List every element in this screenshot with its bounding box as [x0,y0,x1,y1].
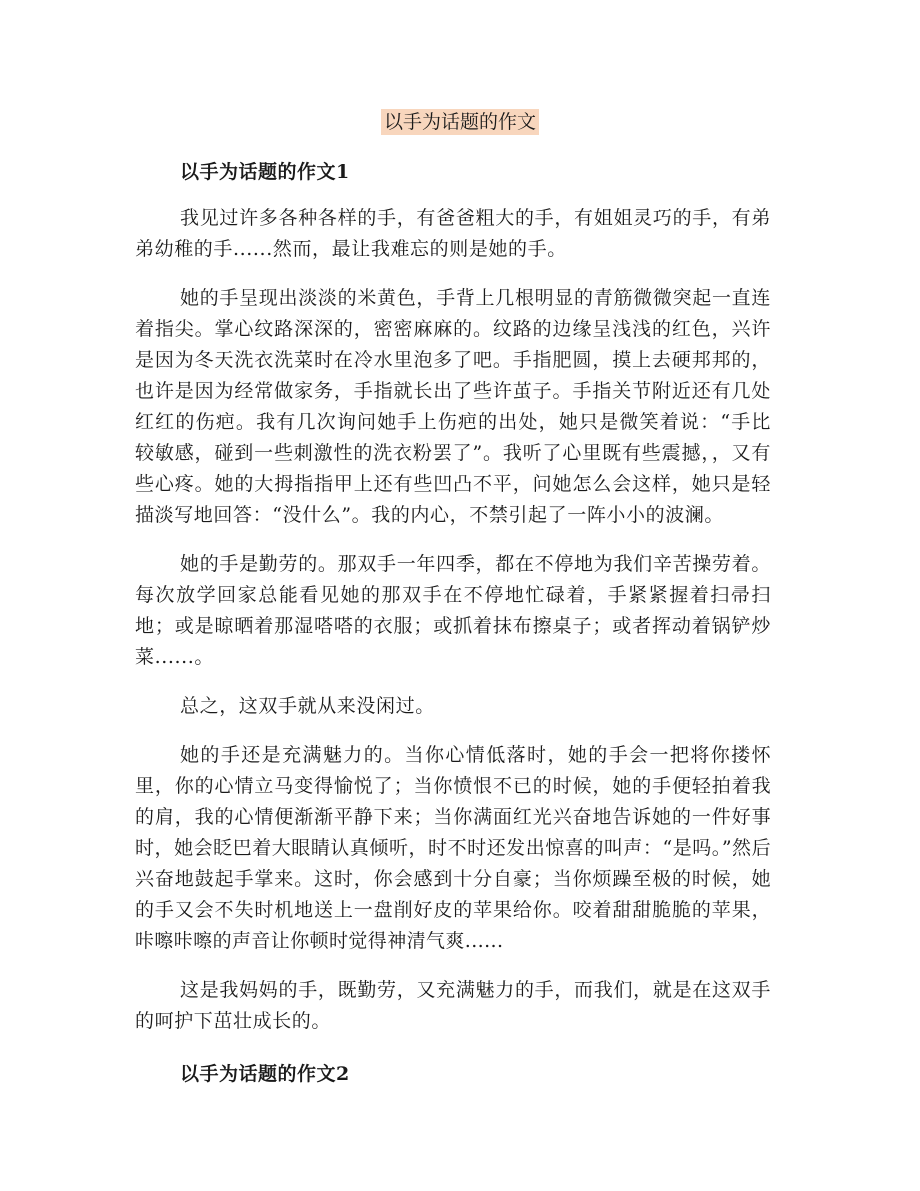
document-body [135,153,771,1105]
document-title [0,107,920,137]
paragraph: 总之，这双手就从来没闲过。 [180,695,435,717]
section-heading: 以手为话题的作文2 [180,1063,350,1085]
paragraph: 她的手是勤劳的。那双手一年四季，都在不停地为我们辛苦操劳着。每次放学回家总能看见她的那双手在不停地忙碌着，手紧紧握着扫帚扫地；或是晾晒着那湿嗒嗒的衣服；或抓着抹布擦桌子；或者挥动着锅铲炒菜......。 [135,553,771,668]
paragraph: 她的手呈现出淡淡的米黄色，手背上几根明显的青筋微微突起一直连着指尖。掌心纹路深深的，密密麻麻的。纹路的边缘呈浅浅的红色，兴许是因为冬天洗衣洗菜时在冷水里泡多了吧。手指肥圆，摸上去硬邦邦的，也许是因为经常做家务，手指就长出了些许茧子。手指关节附近还有几处红红的伤疤。我有几次询问她手上伤疤的出处，她只是微笑着说：“手比较敏感，碰到一些刺激性的洗衣粉罢了”。我听了心里既有些震撼，，又有些心疼。她的大拇指指甲上还有些凹凸不平，问她怎么会这样，她只是轻描淡写地回答：“没什么”。我的内心，不禁引起了一阵小小的波澜。 [135,287,771,526]
section-heading: 以手为话题的作文1 [180,161,350,183]
paragraph: 这是我妈妈的手，既勤劳，又充满魅力的手，而我们，就是在这双手的呵护下茁壮成长的。 [135,979,771,1032]
paragraph: 我见过许多各种各样的手，有爸爸粗大的手，有姐姐灵巧的手，有弟弟幼稚的手......然而，最让我难忘的则是她的手。 [135,207,771,260]
document-title-text: 以手为话题的作文 [381,109,539,135]
paragraph: 她的手还是充满魅力的。当你心情低落时，她的手会一把将你搂怀里，你的心情立马变得愉悦了；当你愤恨不已的时候，她的手便轻拍着我的肩，我的心情便渐渐平静下来；当你满面红光兴奋地告诉她的一件好事时，她会眨巴着大眼睛认真倾听，时不时还发出惊喜的叫声：“是吗。”然后兴奋地鼓起手掌来。这时，你会感到十分自豪；当你烦躁至极的时候，她的手又会不失时机地送上一盘削好皮的苹果给你。咬着甜甜脆脆的苹果，咔嚓咔嚓的声音让你顿时觉得神清气爽...... [135,744,771,952]
